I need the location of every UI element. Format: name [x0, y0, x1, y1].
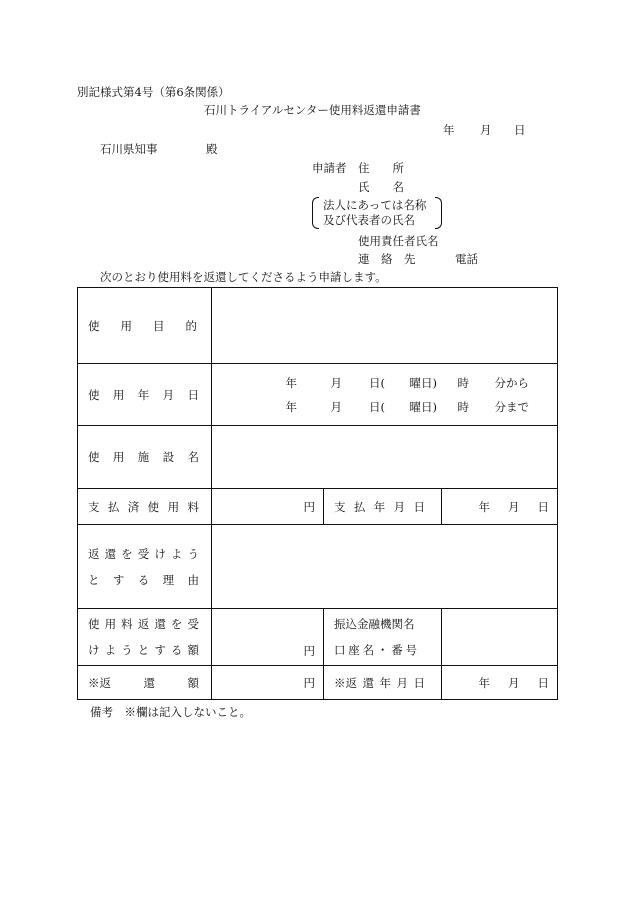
phone-label: 電話 — [455, 252, 478, 266]
refund-amount-row — [78, 609, 558, 666]
corporate-note-line2: 及び代表者の氏名 — [323, 213, 415, 227]
facility-row — [78, 426, 558, 489]
usage-date-to: 年 月 日( 曜日) 時 分まで — [285, 399, 529, 414]
corporate-note-bracket — [312, 196, 442, 230]
applicant-name-label: 氏 名 — [358, 180, 404, 194]
purpose-field[interactable] — [212, 288, 558, 364]
applicant-label: 申請者 — [312, 161, 347, 175]
paid-fee-row — [78, 489, 558, 525]
facility-field[interactable] — [212, 426, 558, 489]
bank-field[interactable] — [442, 609, 558, 666]
responsible-person-label: 使用責任者氏名 — [358, 234, 439, 248]
refund-amount-label: ※返 還 額 — [78, 666, 212, 700]
facility-label: 使 用 施 設 名 — [78, 426, 212, 489]
refund-request-amount-label: 使 用 料 返 還 を 受 け よ う と す る 額 — [78, 609, 212, 666]
corporate-note-line1: 法人にあっては名称 — [323, 198, 427, 212]
purpose-row — [78, 288, 558, 364]
refund-row — [78, 666, 558, 700]
form-number: 別記様式第4号（第6条関係） — [77, 85, 230, 99]
refund-amount-field[interactable] — [212, 666, 324, 700]
usage-date-field[interactable] — [212, 364, 558, 426]
yen-unit: 円 — [303, 499, 315, 514]
reason-field[interactable] — [212, 525, 558, 609]
yen-unit: 円 — [303, 675, 315, 690]
addressee: 石川県知事 — [100, 142, 158, 156]
intro-text: 次のとおり使用料を返還してくださるよう申請します。 — [100, 270, 387, 284]
applicant-address-label: 住 所 — [358, 161, 404, 175]
refund-date-field[interactable]: 年 月 日 — [442, 666, 558, 700]
yen-unit: 円 — [303, 644, 315, 658]
date-year: 年 — [443, 123, 455, 137]
usage-date-row — [78, 364, 558, 426]
application-table — [77, 287, 558, 700]
paid-date-field[interactable]: 年 月 日 — [442, 489, 558, 525]
usage-date-label: 使 用 年 月 日 — [78, 364, 212, 426]
paid-fee-label: 支 払 済 使 用 料 — [78, 489, 212, 525]
paid-date-label: 支 払 年 月 日 — [324, 489, 442, 525]
purpose-label: 使 用 目 的 — [78, 288, 212, 364]
reason-label: 返 還 を 受 け よ う と す る 理 由 — [78, 525, 212, 609]
honorific: 殿 — [206, 142, 218, 156]
paid-fee-field[interactable] — [212, 489, 324, 525]
date-month: 月 — [480, 123, 492, 137]
refund-request-amount-field[interactable] — [212, 609, 324, 666]
right-bracket — [435, 197, 442, 229]
remarks-note: 備考 ※欄は記入しないこと。 — [90, 705, 251, 719]
form-title: 石川トライアルセンター使用料返還申請書 — [204, 103, 421, 117]
reason-row — [78, 525, 558, 609]
contact-label: 連 絡 先 — [358, 252, 416, 266]
usage-date-from: 年 月 日( 曜日) 時 分から — [285, 375, 529, 390]
date-day: 日 — [514, 123, 526, 137]
refund-date-label: ※返 還 年 月 日 — [324, 666, 442, 700]
left-bracket — [312, 197, 319, 229]
bank-label: 振込金融機関名 口 座 名 ・ 番 号 — [324, 609, 442, 666]
